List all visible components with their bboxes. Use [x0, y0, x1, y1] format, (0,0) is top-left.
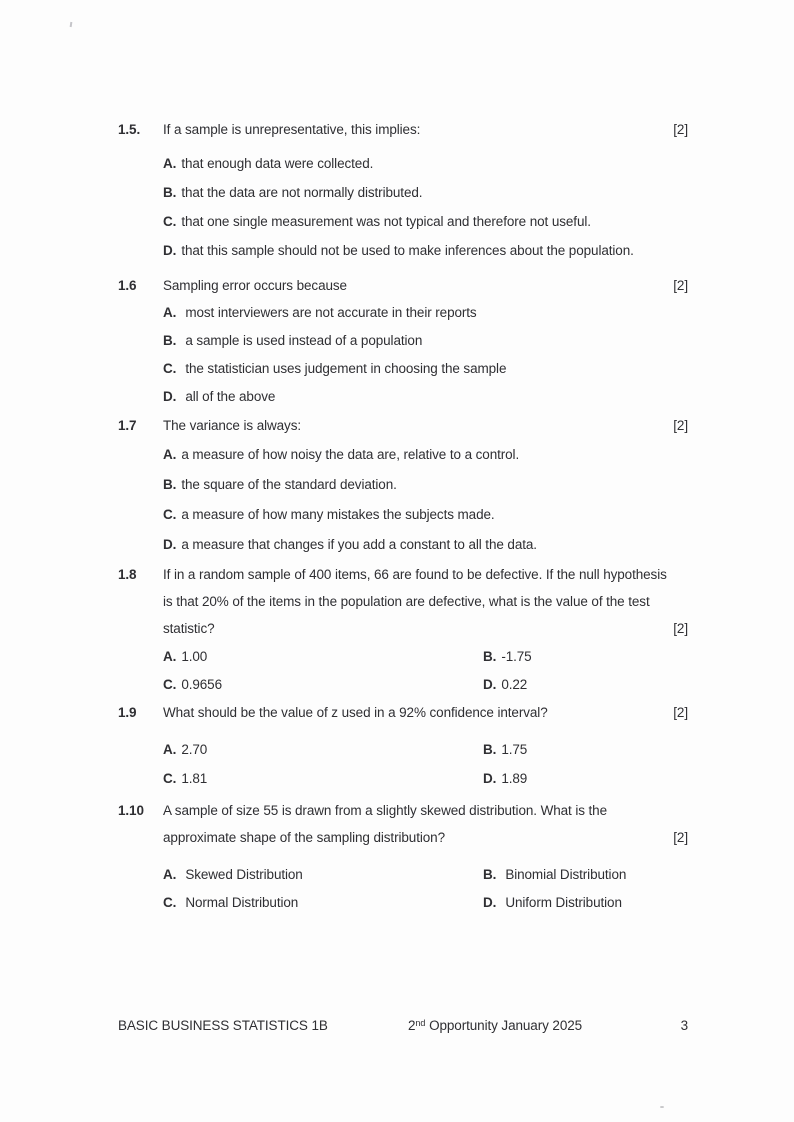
option-letter: A.: [163, 649, 177, 664]
option-letter: C.: [163, 361, 177, 376]
option-text: a sample is used instead of a population: [185, 333, 423, 348]
question-1-5: [118, 116, 688, 265]
question-text-line-1: A sample of size 55 is drawn from a slightly skewed distribution. What is the: [163, 803, 607, 818]
option-text: 1.75: [501, 742, 528, 757]
options-grid: [163, 736, 688, 792]
option-letter: C.: [163, 507, 177, 522]
option-letter: A.: [163, 305, 177, 320]
question-text-line-3: statistic?: [163, 621, 215, 636]
footer-session-number: 2: [408, 1018, 416, 1033]
option-a: [163, 861, 483, 888]
options-grid: [163, 861, 688, 916]
question-number: 1.10: [118, 803, 144, 818]
marks-badge: [2]: [673, 705, 688, 720]
option-text: 0.9656: [181, 677, 223, 692]
question-text-row: [118, 588, 688, 615]
question-header: [118, 699, 688, 726]
option-letter: D.: [163, 537, 177, 552]
option-d: [163, 383, 688, 411]
option-a: [163, 736, 483, 763]
option-text: that one single measurement was not typical and therefore not useful.: [181, 214, 591, 229]
question-text-row: [118, 615, 688, 642]
question-text-line-1: If in a random sample of 400 items, 66 are found to be defective. If the null hypothesis: [163, 567, 667, 582]
option-b: [483, 736, 688, 763]
option-a: [163, 299, 688, 327]
scan-artifact-top: [70, 22, 73, 27]
option-b: [163, 327, 688, 355]
marks-badge: [2]: [673, 621, 688, 636]
option-letter: C.: [163, 677, 177, 692]
marks-badge: [2]: [673, 418, 688, 433]
question-text: The variance is always:: [163, 418, 302, 433]
question-header: [118, 561, 688, 588]
options-list: [163, 299, 688, 411]
option-a: [163, 149, 688, 178]
option-b: [163, 178, 688, 207]
option-c: [163, 671, 483, 698]
option-letter: D.: [483, 677, 497, 692]
option-text: Normal Distribution: [185, 895, 299, 910]
question-1-8: [118, 561, 688, 698]
option-a: [163, 440, 688, 470]
question-header: [118, 412, 688, 439]
option-text: Binomial Distribution: [505, 867, 627, 882]
question-1-10: [118, 797, 688, 916]
option-c: [163, 889, 483, 916]
question-1-6: [118, 272, 688, 411]
question-header: [118, 797, 688, 824]
option-letter: C.: [163, 214, 177, 229]
option-c: [163, 355, 688, 383]
question-text-row: [118, 824, 688, 851]
options-list: [163, 440, 688, 560]
option-text: that enough data were collected.: [181, 156, 374, 171]
indent-spacer: [118, 615, 163, 642]
option-text: 1.89: [501, 771, 528, 786]
indent-spacer: [118, 588, 163, 615]
option-letter: D.: [163, 389, 177, 404]
options-grid: [163, 643, 688, 698]
option-letter: B.: [483, 649, 497, 664]
option-letter: A.: [163, 447, 177, 462]
option-text: -1.75: [501, 649, 532, 664]
option-d: [483, 765, 688, 792]
question-text-line-2: approximate shape of the sampling distribution?: [163, 830, 445, 845]
option-letter: B.: [483, 867, 497, 882]
option-text: most interviewers are not accurate in their reports: [185, 305, 477, 320]
question-number: 1.9: [118, 705, 137, 720]
option-text: 0.22: [501, 677, 528, 692]
footer-ordinal-suffix: nd: [415, 1018, 426, 1028]
option-text: 2.70: [181, 742, 208, 757]
question-1-9: [118, 699, 688, 792]
option-text: a measure of how many mistakes the subjects made.: [181, 507, 495, 522]
question-text-line-2: is that 20% of the items in the population are defective, what is the value of the test: [163, 594, 650, 609]
option-letter: A.: [163, 867, 177, 882]
option-text: that the data are not normally distributed.: [181, 185, 423, 200]
question-number: 1.5.: [118, 122, 141, 137]
option-c: [163, 765, 483, 792]
option-c: [163, 500, 688, 530]
footer-session-text: Opportunity January 2025: [425, 1018, 583, 1033]
question-number: 1.6: [118, 278, 137, 293]
option-letter: D.: [483, 895, 497, 910]
option-letter: D.: [163, 243, 177, 258]
question-number: 1.7: [118, 418, 137, 433]
marks-badge: [2]: [673, 122, 688, 137]
option-letter: B.: [163, 185, 177, 200]
question-header: [118, 116, 688, 143]
question-header: [118, 272, 688, 299]
option-text: a measure of how noisy the data are, relative to a control.: [181, 447, 520, 462]
option-text: that this sample should not be used to make inferences about the population.: [181, 243, 634, 258]
option-b: [163, 470, 688, 500]
option-letter: B.: [163, 477, 177, 492]
option-letter: C.: [163, 895, 177, 910]
option-text: 1.00: [181, 649, 208, 664]
option-letter: B.: [163, 333, 177, 348]
footer-course-title: BASIC BUSINESS STATISTICS 1B: [118, 1018, 328, 1033]
marks-badge: [2]: [673, 278, 688, 293]
scan-artifact-bottom: [660, 1106, 664, 1108]
question-text: What should be the value of z used in a 92% confidence interval?: [163, 705, 548, 720]
question-text: Sampling error occurs because: [163, 278, 347, 293]
option-b: [483, 861, 688, 888]
page-number: 3: [680, 1018, 688, 1033]
option-letter: A.: [163, 742, 177, 757]
option-text: the square of the standard deviation.: [181, 477, 397, 492]
question-number: 1.8: [118, 567, 137, 582]
option-d: [483, 889, 688, 916]
option-text: 1.81: [181, 771, 208, 786]
option-letter: A.: [163, 156, 177, 171]
option-b: [483, 643, 688, 670]
option-d: [163, 236, 688, 265]
option-letter: C.: [163, 771, 177, 786]
footer-exam-session: [408, 1012, 582, 1041]
option-text: Skewed Distribution: [185, 867, 303, 882]
option-text: all of the above: [185, 389, 276, 404]
indent-spacer: [118, 824, 163, 851]
option-letter: B.: [483, 742, 497, 757]
question-text: If a sample is unrepresentative, this implies:: [163, 122, 421, 137]
option-text: the statistician uses judgement in choosing the sample: [185, 361, 507, 376]
option-a: [163, 643, 483, 670]
option-c: [163, 207, 688, 236]
options-list: [163, 149, 688, 265]
option-d: [483, 671, 688, 698]
option-text: a measure that changes if you add a constant to all the data.: [181, 537, 537, 552]
question-1-7: [118, 412, 688, 560]
option-text: Uniform Distribution: [505, 895, 622, 910]
marks-badge: [2]: [673, 830, 688, 845]
option-letter: D.: [483, 771, 497, 786]
option-d: [163, 530, 688, 560]
